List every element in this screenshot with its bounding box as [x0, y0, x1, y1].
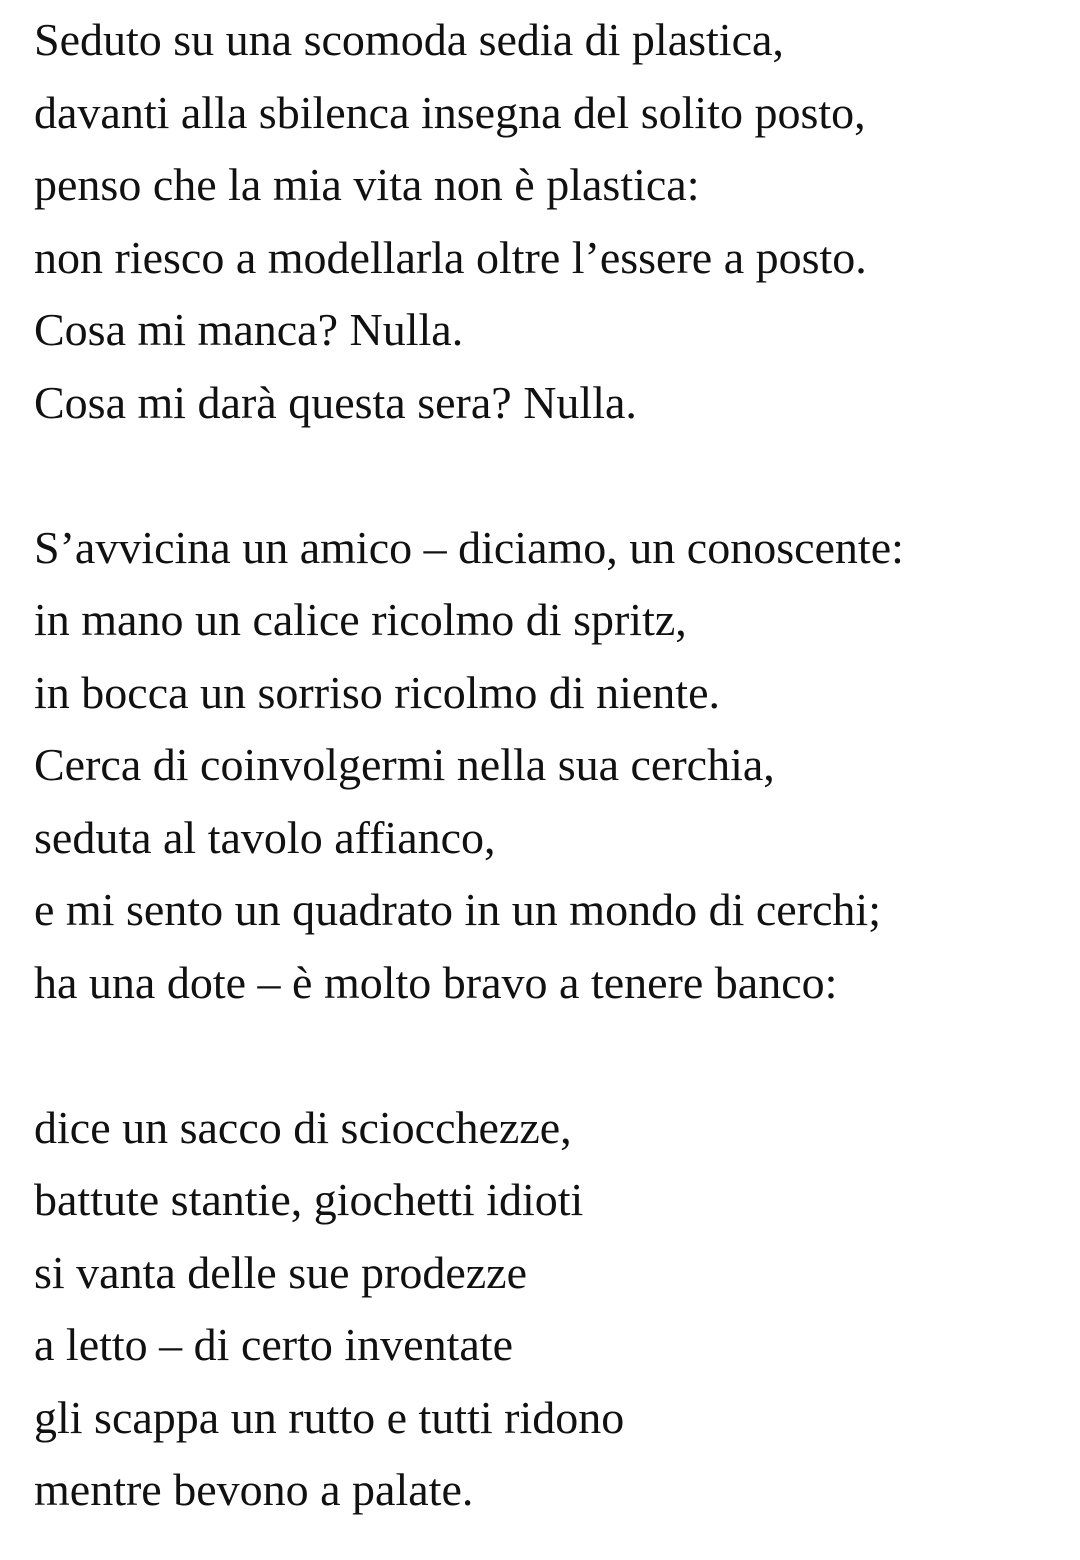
poem-line: si vanta delle sue prodezze	[34, 1246, 527, 1298]
poem-line: davanti alla sbilenca insegna del solito posto,	[34, 86, 866, 138]
poem-line: in mano un calice ricolmo di spritz,	[34, 594, 687, 645]
poem-line: dice un sacco di sciocchezze,	[34, 1101, 572, 1153]
stanza-1	[34, 4, 1080, 439]
poem-line: Cerca di coinvolgermi nella sua cerchia,	[34, 739, 775, 790]
poem-line: gli scappa un rutto e tutti ridono	[34, 1391, 625, 1443]
poem-line: Cosa mi darà questa sera? Nulla.	[34, 376, 637, 428]
poem-line: battute stantie, giochetti idioti	[34, 1174, 584, 1225]
poem-line: ha una dote – è molto bravo a tenere banco:	[34, 956, 838, 1008]
poem-line: seduta al tavolo affianco,	[34, 811, 496, 863]
poem-line: non riesco a modellarla oltre l’essere a posto.	[34, 231, 867, 283]
poem-line: Cosa mi manca? Nulla.	[34, 304, 464, 355]
stanza-3	[34, 1092, 1080, 1527]
poem-line: e mi sento un quadrato in un mondo di cerchi;	[34, 884, 881, 935]
poem-line: S’avvicina un amico – diciamo, un conoscente:	[34, 521, 904, 573]
poem-line: a letto – di certo inventate	[34, 1319, 513, 1370]
poem-line: penso che la mia vita non è plastica:	[34, 159, 700, 210]
poem-line: in bocca un sorriso ricolmo di niente.	[34, 666, 721, 718]
stanza-2	[34, 512, 1080, 1020]
poem-text	[34, 0, 1080, 1527]
poem-line: Seduto su una scomoda sedia di plastica,	[34, 14, 784, 65]
poem-line: mentre bevono a palate.	[34, 1464, 474, 1515]
